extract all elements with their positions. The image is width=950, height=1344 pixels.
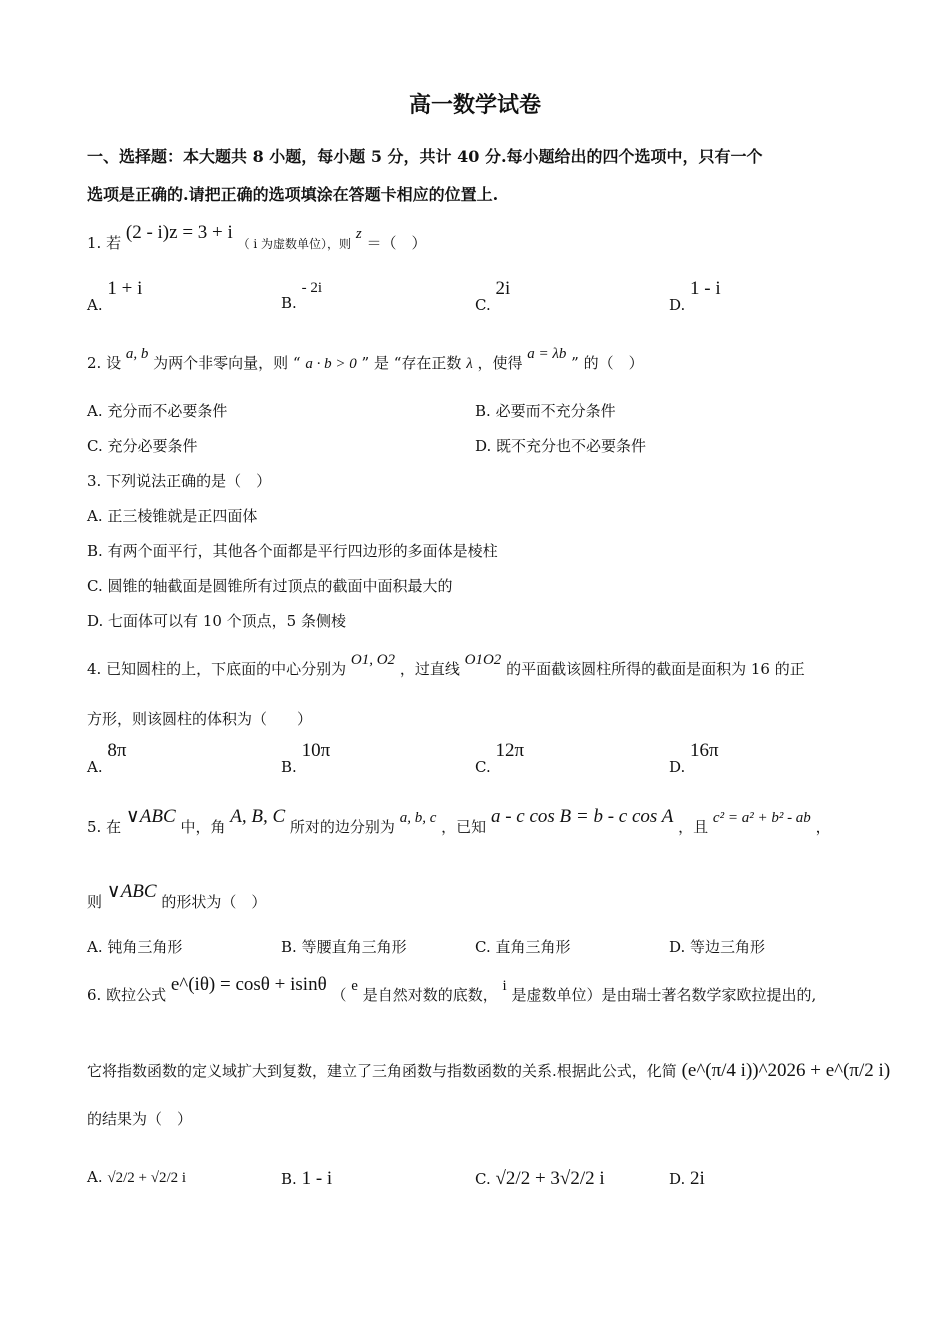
q5-triangle-2: ∨ABC <box>106 881 157 902</box>
q5-option-a[interactable]: A. 钝角三角形 <box>87 938 183 956</box>
question-4-stem-line2: 方形，则该圆柱的体积为（ ） <box>87 710 313 728</box>
q4-option-c[interactable]: C. 12π <box>475 740 525 776</box>
q3-option-d[interactable]: D. 七面体可以有 10 个顶点，5 条侧棱 <box>87 612 346 630</box>
q1-option-d-value: 1 - i <box>690 278 721 299</box>
q3-option-b[interactable]: B. 有两个面平行，其他各个面都是平行四边形的多面体是棱柱 <box>87 542 498 560</box>
page-title: 高一数学试卷 <box>408 92 541 118</box>
q5-option-d[interactable]: D. 等边三角形 <box>669 938 766 956</box>
q2-option-a[interactable]: A. 充分而不必要条件 <box>87 402 228 420</box>
q1-mid: （ i 为虚数单位），则 <box>237 237 352 251</box>
section-heading-line2: 选项是正确的.请把正确的选项填涂在答题卡相应的位置上. <box>87 185 499 204</box>
question-6-stem-line3: 的结果为（ ） <box>87 1110 193 1128</box>
q6-option-b[interactable]: B. 1 - i <box>281 1168 333 1189</box>
section-heading <box>87 138 867 214</box>
q1-option-c[interactable]: C. 2i <box>475 278 511 314</box>
q1-prefix: 1. 若 <box>87 234 122 252</box>
q1-option-a[interactable]: A. 1 + i <box>87 278 143 314</box>
question-5-stem-line2: 则 ∨ABC 的形状为（ ） <box>87 881 267 911</box>
q5-equation-1: a - c cos B = b - c cos A <box>490 806 674 827</box>
q1-equation: (2 - i)z = 3 + i <box>125 222 233 243</box>
q5-triangle: ∨ABC <box>125 806 176 827</box>
q6-option-a-value: √2/2 + √2/2 i <box>107 1170 187 1186</box>
q5-sides: a, b, c <box>399 810 437 826</box>
q4-option-d[interactable]: D. 16π <box>669 740 719 776</box>
q1-option-b[interactable]: B. - 2i <box>281 280 322 312</box>
q6-option-c[interactable]: C. √2/2 + 3√2/2 i <box>475 1168 605 1189</box>
q2-condition: a · b > 0 <box>305 356 357 372</box>
q5-option-c[interactable]: C. 直角三角形 <box>475 938 571 956</box>
q6-expression: (e^(π/4 i))^2026 + e^(π/2 i) <box>681 1060 891 1081</box>
q6-option-d[interactable]: D. 2i <box>669 1168 705 1189</box>
q6-i: i <box>502 978 507 994</box>
section-heading-line1: 一、选择题：本大题共 8 小题，每小题 5 分，共计 40 分.每小题给出的四个选项中，只有一个 <box>87 147 763 166</box>
question-3-stem: 3. 下列说法正确的是（ ） <box>87 472 272 490</box>
q4-option-b[interactable]: B. 10π <box>281 740 331 776</box>
q5-angles: A, B, C <box>230 806 286 827</box>
q5-equation-2: c² = a² + b² - ab <box>712 810 811 826</box>
question-6-stem: 6. 欧拉公式 e^(iθ) = cosθ + isinθ （ e 是自然对数的底数， i 是虚数单位）是由瑞士著名数学家欧拉提出的, <box>87 974 817 1004</box>
q6-option-a[interactable]: A. √2/2 + √2/2 i <box>87 1168 187 1186</box>
question-5-stem: 5. 在 ∨ABC 中，角 A, B, C 所对的边分别为 a, b, c ，已知 a - c cos B = b - c cos A ，且 c² = a² + b² - ab ， <box>87 806 831 836</box>
q1-option-a-value: 1 + i <box>107 278 143 299</box>
q2-option-b[interactable]: B. 必要而不充分条件 <box>475 402 616 420</box>
q2-option-d[interactable]: D. 既不充分也不必要条件 <box>475 437 647 455</box>
question-4-stem: 4. 已知圆柱的上，下底面的中心分别为 O1, O2 ，过直线 O1O2 的平面截该圆柱所得的截面是面积为 16 的正 <box>87 652 805 678</box>
q6-e: e <box>351 978 358 994</box>
q2-vectors: a, b <box>125 346 149 362</box>
q6-euler-formula: e^(iθ) = cosθ + isinθ <box>170 974 327 995</box>
q1-suffix: ＝（ ） <box>366 234 427 252</box>
q2-lambda: λ <box>466 356 473 372</box>
q1-z: z <box>355 226 362 242</box>
q6-option-c-value: √2/2 + 3√2/2 i <box>495 1168 605 1189</box>
q5-option-b[interactable]: B. 等腰直角三角形 <box>281 938 407 956</box>
q1-option-d[interactable]: D. 1 - i <box>669 278 721 314</box>
q3-option-c[interactable]: C. 圆锥的轴截面是圆锥所有过顶点的截面中面积最大的 <box>87 577 453 595</box>
q2-option-c[interactable]: C. 充分必要条件 <box>87 437 198 455</box>
q4-option-a[interactable]: A. 8π <box>87 740 127 776</box>
q4-centers: O1, O2 <box>350 652 396 668</box>
question-1-stem <box>87 222 427 254</box>
question-6-stem-line2: 它将指数函数的定义域扩大到复数，建立了三角函数与指数函数的关系.根据此公式，化简 (e^(π/4 i))^2026 + e^(π/2 i) <box>87 1060 891 1081</box>
q3-option-a[interactable]: A. 正三棱锥就是正四面体 <box>87 507 258 525</box>
q4-axis-line: O1O2 <box>464 652 502 668</box>
q1-option-c-value: 2i <box>495 278 511 299</box>
q1-option-b-value: - 2i <box>301 280 322 296</box>
q2-equation: a = λb <box>527 346 567 362</box>
question-2-stem: 2. 设 a, b 为两个非零向量，则 “ a · b > 0 ” 是 “存在正数 λ ，使得 a = λb ” 的（ ） <box>87 346 644 372</box>
